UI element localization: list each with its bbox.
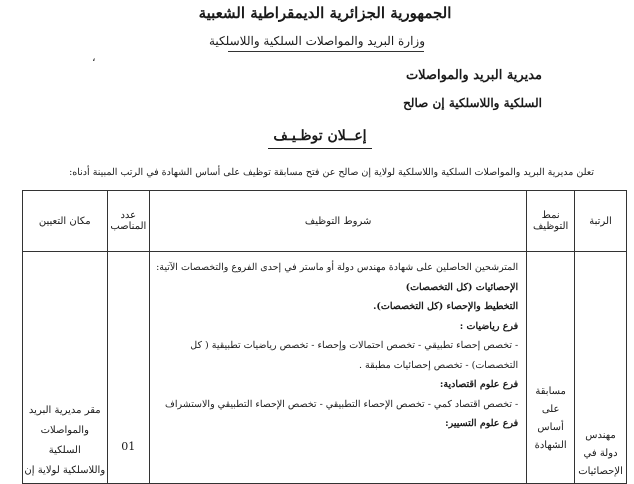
announcement-title: إعــلان توظـيـف [273, 128, 367, 144]
place-line: والمواصلات السلكية [40, 425, 89, 456]
announcement-underline [268, 148, 372, 149]
table-row [23, 252, 627, 484]
ministry-underline [228, 51, 424, 52]
mode-cell [527, 252, 575, 484]
condition-line: التخطيط والإحصاء (كل التخصصات). [373, 301, 519, 312]
announcement-intro: تعلن مديرية البريد والمواصلات السلكية واللاسلكية لولاية إن صالح عن فتح مسابقة توظيف على أساس الشهادة في الرتب المبينة أدناه: [69, 167, 594, 178]
rank-line: دولة في [583, 448, 618, 459]
place-line: مقر مديرية البريد [28, 405, 101, 416]
header-mode: نمط التوظيف [527, 191, 575, 252]
count-cell: 01 [107, 252, 150, 484]
header-count-line-2: المناصب [110, 221, 147, 232]
margin-mark: ، [92, 51, 96, 64]
condition-line: التخصصات) - تخصص إحصائيات مطبقة . [359, 359, 519, 371]
recruitment-table [22, 190, 627, 484]
header-conditions: شروط التوظيف [150, 191, 527, 252]
condition-line: - تخصص إحصاء تطبيقي - تخصص احتمالات وإحصاء - تخصص رياضيات تطبيقية ( كل [190, 340, 519, 351]
rank-line: الإحصائيات [578, 466, 623, 477]
mode-line: مسابقة على [535, 386, 566, 415]
condition-line: المترشحين الحاصلين على شهادة مهندس دولة أو ماستر في إحدى الفروع والتخصصات الآتية: [156, 262, 519, 273]
republic-title: الجمهورية الجزائرية الديمقراطية الشعبية [198, 4, 452, 22]
table-header-row [23, 191, 627, 252]
directorate-line-2: السلكية واللاسلكية إن صالح [403, 96, 542, 110]
rank-line: مهندس [585, 430, 616, 441]
condition-line: الإحصائيات (كل التخصصات) [405, 281, 519, 293]
header-rank: الرتبة [575, 191, 627, 252]
header-count-line-1: عدد [120, 210, 137, 221]
place-line: واللاسلكية لولاية إن [24, 465, 106, 476]
conditions-cell [150, 252, 527, 484]
condition-line: فرع علوم اقتصادية: [439, 379, 519, 390]
place-cell [23, 252, 108, 484]
condition-line: - تخصص اقتصاد كمي - تخصص الإحصاء التطبيقي - تخصص الإحصاء التطبيقي والاستشراف [164, 398, 519, 410]
mode-line: أساس الشهادة [534, 422, 567, 451]
rank-cell [575, 252, 627, 484]
ministry-name: وزارة البريد والمواصلات السلكية واللاسلكية [208, 34, 425, 48]
header-place: مكان التعيين [23, 191, 108, 252]
header-count [107, 191, 150, 252]
directorate-line-1: مديرية البريد والمواصلات [405, 68, 542, 83]
condition-line: فرع رياضيات : [459, 320, 519, 332]
condition-line: فرع علوم التسيير: [445, 418, 519, 429]
